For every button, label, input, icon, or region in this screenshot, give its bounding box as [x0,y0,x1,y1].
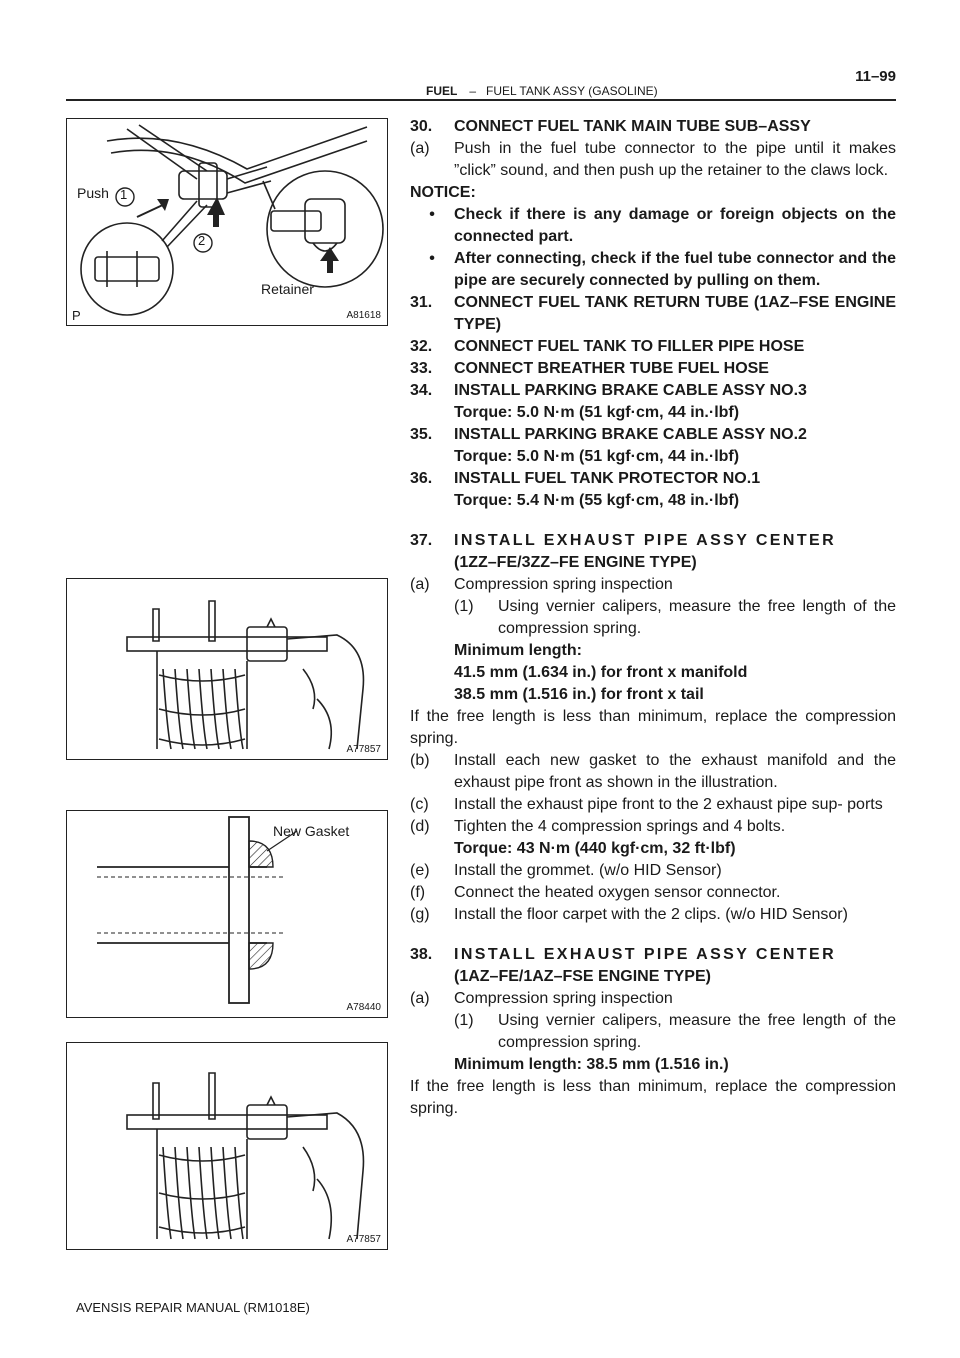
figure-code: A77857 [346,1234,381,1245]
step-38-note: If the free length is less than minimum, replace the compression spring. [410,1078,896,1117]
section-title [426,84,658,98]
step-37-min-heading: Minimum length: [454,642,582,659]
vernier-calipers-illustration [67,579,388,760]
figure-fuel-tube-connector [66,118,388,326]
figure-p-label: P [72,308,81,323]
step-30a: (a) Push in the fuel tube connector to the pipe until it makes ”click” sound, and then push up the retainer to the claws lock. [410,140,896,179]
step-37f: (f) Connect the heated oxygen sensor connector. [410,884,781,901]
step-33: 33. CONNECT BREATHER TUBE FUEL HOSE [410,360,769,377]
notice-heading: NOTICE: [410,184,476,201]
step-36-torque: Torque: 5.4 N·m (55 kgf·cm, 48 in.·lbf) [454,492,740,509]
step-37: 37. INSTALL EXHAUST PIPE ASSY CENTER [410,532,837,549]
header-rule [66,99,896,101]
step-37d-torque: Torque: 43 N·m (440 kgf·cm, 32 ft·lbf) [454,840,736,857]
vernier-calipers-illustration-2 [67,1043,388,1250]
figure-code: A77857 [346,744,381,755]
push-label: Push [77,185,109,201]
procedure-text [410,116,896,1120]
step-37g: (g) Install the floor carpet with the 2 clips. (w/o HID Sensor) [410,906,848,923]
retainer-label: Retainer [261,281,314,297]
step-38-engine: (1AZ–FE/1AZ–FSE ENGINE TYPE) [454,968,711,985]
fuel-tube-connector-illustration [67,119,388,326]
step-36: 36. INSTALL FUEL TANK PROTECTOR NO.1 [410,470,761,487]
figure-code: A78440 [346,1002,381,1013]
step-37b: (b) Install each new gasket to the exhaust manifold and the exhaust pipe front as shown in the illustration. [410,752,896,791]
step-37d: (d) Tighten the 4 compression springs and 4 bolts. [410,818,786,835]
new-gasket-illustration [67,811,388,1018]
step-38a: (a) Compression spring inspection [410,990,673,1007]
step-37e: (e) Install the grommet. (w/o HID Sensor) [410,862,722,879]
section-name: FUEL [426,84,458,98]
step-37a: (a) Compression spring inspection [410,576,673,593]
step-37-note: If the free length is less than minimum, replace the compression spring. [410,708,896,747]
callout-2: 2 [198,233,206,248]
step-38: 38. INSTALL EXHAUST PIPE ASSY CENTER [410,946,837,963]
page-footer: AVENSIS REPAIR MANUAL (RM1018E) [76,1300,310,1315]
step-37-engine: (1ZZ–FE/3ZZ–FE ENGINE TYPE) [454,554,697,571]
step-35: 35. INSTALL PARKING BRAKE CABLE ASSY NO.2 [410,426,807,443]
step-37c: (c) Install the exhaust pipe front to the 2 exhaust pipe sup- ports [410,796,883,813]
section-dash: – [469,84,477,98]
callout-1: 1 [120,187,128,202]
figure-code: A81618 [346,310,381,321]
step-38-min: Minimum length: 38.5 mm (1.516 in.) [454,1056,729,1073]
step-38a1: (1) Using vernier calipers, measure the free length of the compression spring. [454,1012,896,1051]
figure-new-gasket [66,810,388,1018]
step-31: 31. CONNECT FUEL TANK RETURN TUBE (1AZ–FSE ENGINE TYPE) [410,294,896,333]
page-header [66,66,896,100]
step-34-torque: Torque: 5.0 N·m (51 kgf·cm, 44 in.·lbf) [454,404,740,421]
step-37-min-1: 41.5 mm (1.634 in.) for front x manifold [454,664,748,681]
figure-vernier-calipers-2 [66,1042,388,1250]
step-34: 34. INSTALL PARKING BRAKE CABLE ASSY NO.3 [410,382,807,399]
step-30: 30. CONNECT FUEL TANK MAIN TUBE SUB–ASSY [410,118,811,135]
notice-item-2: • After connecting, check if the fuel tube connector and the pipe are securely connected by pulling on them. [429,250,896,289]
step-35-torque: Torque: 5.0 N·m (51 kgf·cm, 44 in.·lbf) [454,448,740,465]
step-37a1: (1) Using vernier calipers, measure the free length of the compression spring. [454,598,896,637]
subsection-name: FUEL TANK ASSY (GASOLINE) [486,84,658,98]
figure-vernier-calipers [66,578,388,760]
notice-item-1: • Check if there is any damage or foreign objects on the connected part. [429,206,896,245]
page-number: 11–99 [855,68,896,85]
step-32: 32. CONNECT FUEL TANK TO FILLER PIPE HOSE [410,338,805,355]
new-gasket-label: New Gasket [273,823,350,839]
step-37-min-2: 38.5 mm (1.516 in.) for front x tail [454,686,704,703]
